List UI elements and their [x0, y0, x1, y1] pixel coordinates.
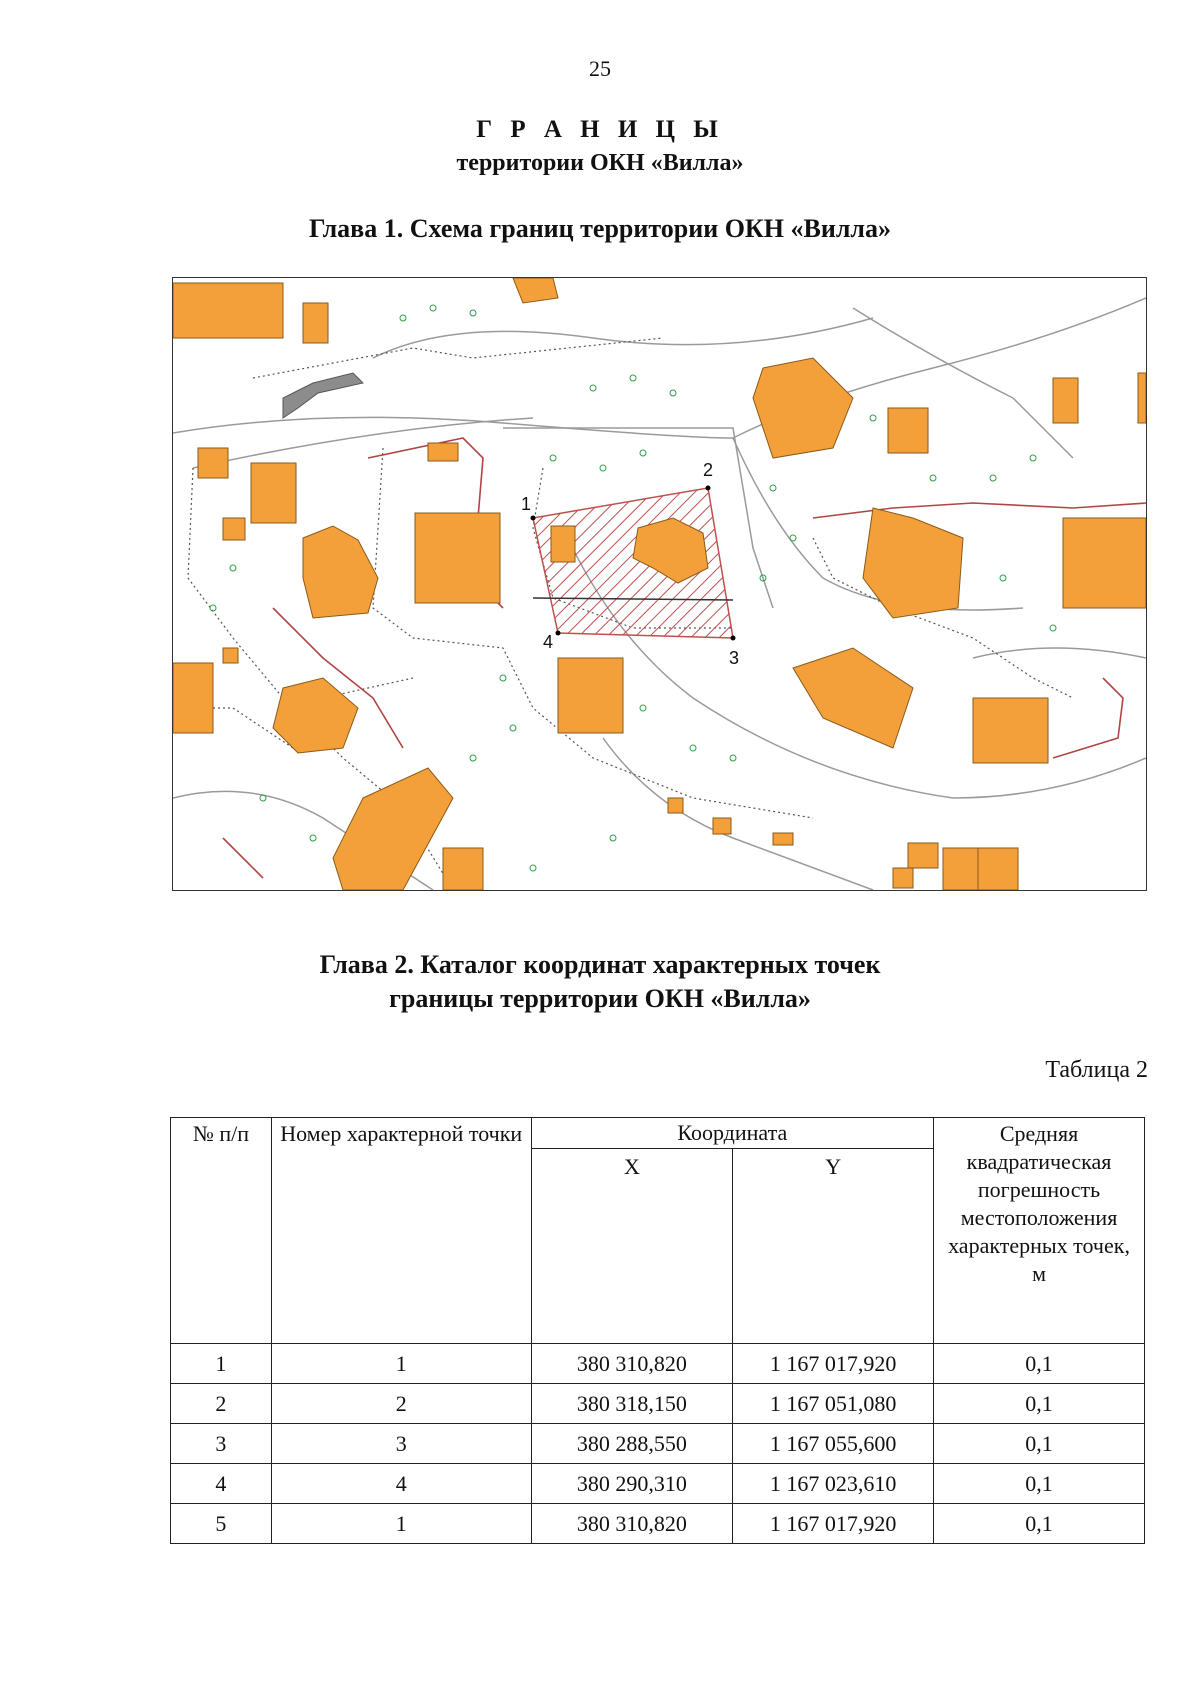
garage-structure	[283, 373, 363, 418]
coordinates-table	[170, 1117, 1145, 1544]
chapter-2-heading-line1: Глава 2. Каталог координат характерных точек	[319, 950, 881, 979]
table-row	[171, 1464, 1145, 1504]
cell-y: 1 167 023,610	[733, 1464, 934, 1504]
cell-error: 0,1	[934, 1424, 1145, 1464]
boundary-scheme-map	[172, 277, 1147, 891]
point-label-2: 2	[703, 460, 714, 480]
header-y: Y	[733, 1149, 934, 1344]
point-label-3: 3	[729, 648, 740, 668]
cell-point: 1	[271, 1344, 531, 1384]
chapter-1-heading: Глава 1. Схема границ территории ОКН «Вилла»	[308, 214, 891, 243]
point-label-4: 4	[543, 632, 554, 652]
cell-error: 0,1	[934, 1384, 1145, 1424]
point-label-1: 1	[521, 494, 532, 514]
table-row	[171, 1344, 1145, 1384]
page-number: 25	[589, 56, 611, 81]
cell-num: 3	[171, 1424, 272, 1464]
cell-num: 4	[171, 1464, 272, 1504]
document-title: Г Р А Н И Ц Ы	[476, 116, 724, 143]
table-row	[171, 1424, 1145, 1464]
cell-y: 1 167 055,600	[733, 1424, 934, 1464]
table-row	[171, 1384, 1145, 1424]
cell-x: 380 310,820	[531, 1504, 733, 1544]
cell-point: 2	[271, 1384, 531, 1424]
header-x: X	[531, 1149, 733, 1344]
cell-x: 380 318,150	[531, 1384, 733, 1424]
cell-x: 380 310,820	[531, 1344, 733, 1384]
document-subtitle: территории ОКН «Вилла»	[456, 150, 744, 176]
cell-y: 1 167 051,080	[733, 1384, 934, 1424]
table-caption: Таблица 2	[1045, 1057, 1148, 1083]
header-coordinate: Координата	[531, 1118, 933, 1149]
cell-num: 2	[171, 1384, 272, 1424]
table-row	[171, 1504, 1145, 1544]
header-point: Номер характерной точки	[271, 1118, 531, 1344]
cell-num: 1	[171, 1344, 272, 1384]
cell-x: 380 290,310	[531, 1464, 733, 1504]
header-num: № п/п	[171, 1118, 272, 1344]
okn-territory	[533, 488, 733, 638]
cell-error: 0,1	[934, 1344, 1145, 1384]
cell-y: 1 167 017,920	[733, 1504, 934, 1544]
cell-error: 0,1	[934, 1504, 1145, 1544]
cell-num: 5	[171, 1504, 272, 1544]
cell-y: 1 167 017,920	[733, 1344, 934, 1384]
chapter-2-heading-line2: границы территории ОКН «Вилла»	[389, 984, 811, 1013]
cell-point: 3	[271, 1424, 531, 1464]
cell-x: 380 288,550	[531, 1424, 733, 1464]
header-error: Средняя квадратическая погрешность местоположения характерных точек, м	[934, 1118, 1145, 1344]
cell-point: 1	[271, 1504, 531, 1544]
cell-point: 4	[271, 1464, 531, 1504]
cell-error: 0,1	[934, 1464, 1145, 1504]
